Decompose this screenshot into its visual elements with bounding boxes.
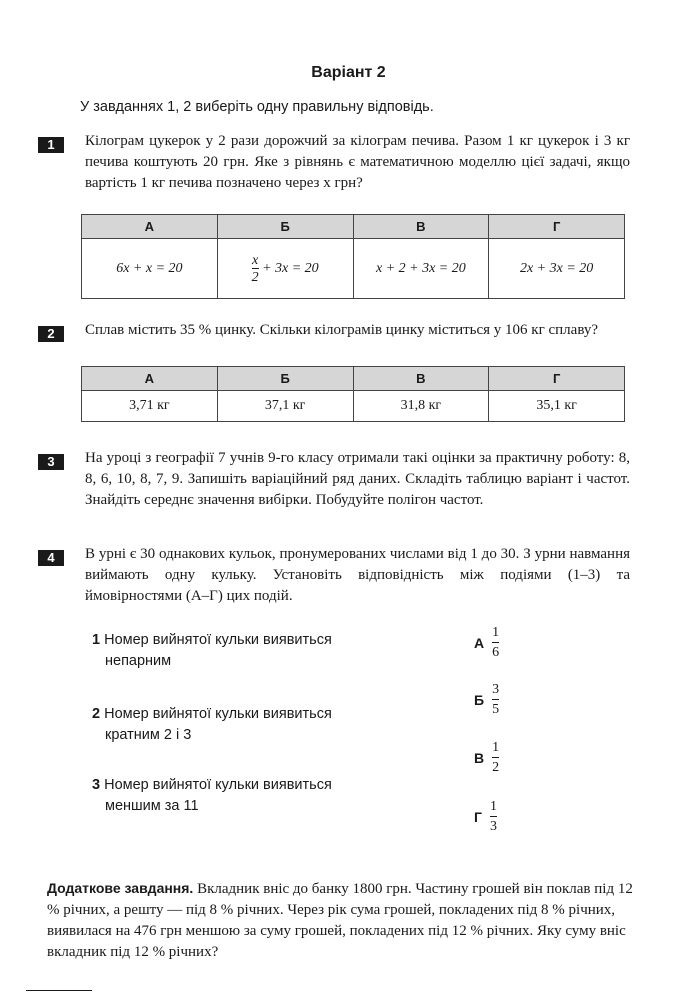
fraction-denominator: 6 [492,642,499,662]
option-g: 2x + 3x = 20 [489,239,625,299]
fraction-numerator: 1 [489,799,497,814]
option-b-fraction [252,253,259,285]
footnote-rule [26,990,92,991]
probability-b [474,681,499,719]
event-2 [92,704,392,746]
probability-fraction [492,739,499,777]
option-b: 37,1 кг [217,391,353,422]
probability-letter: Б [474,692,485,708]
header-g: Г [489,367,625,391]
task-4-text: В урні є 30 однакових кульок, пронумерованих числами від 1 до 30. З урни навмання виймають одну кульку. Установіть відповідність між подіями (1–3) та ймовірностями (А–Г) цих подій. [85,546,630,604]
fraction-denominator: 2 [251,269,259,285]
option-g: 35,1 кг [489,391,625,422]
option-v: x + 2 + 3x = 20 [353,239,489,299]
event-line1: Номер вийнятої кульки виявиться [104,777,332,793]
task-1-text: Кілограм цукерок у 2 рази дорожчий за кілограм печива. Разом 1 кг цукерок і 3 кг печива коштують 20 грн. Яке з рівнянь є математичною моделлю цієї задачі, якщо вартість 1 кг печива позначено через x грн? [85,133,630,191]
probability-v [474,739,499,777]
probability-letter: Г [474,809,482,825]
task-3-text: На уроці з географії 7 учнів 9-го класу отримали такі оцінки за практичну роботу: 8, 8, 6, 10, 8, 7, 9. Запишіть варіаційний ряд даних. Складіть таблицю варіант і частот. Знайдіть середнє значення вибірки. Побудуйте полігон частот. [85,450,630,508]
probability-fraction [490,798,497,836]
option-a: 6x + x = 20 [82,239,218,299]
event-line2: непарним [105,653,172,669]
task-2-number: 2 [38,326,64,342]
fraction-numerator: x [251,252,259,268]
task-3-number: 3 [38,454,64,470]
header-v: В [353,215,489,239]
header-g: Г [489,215,625,239]
header-a: А [82,215,218,239]
extra-task-text: Вкладник вніс до банку 1800 грн. Частину грошей він поклав під 12 % річних, а решту — під 8 % річних. Через рік сума грошей, покладених під 8 % річних, виявилася на 476 грн меншою за суму грошей, покладених під 12 % річних. Яку суму вніс вкладник під 12 % річних? [47,881,633,960]
option-b [217,239,353,299]
header-b: Б [217,367,353,391]
extra-task-label: Додаткове завдання. [47,880,194,896]
task-4-number: 4 [38,550,64,566]
event-1 [92,630,392,672]
task-1-answer-table [81,214,625,299]
fraction-numerator: 1 [492,740,500,755]
option-v: 31,8 кг [353,391,489,422]
fraction-denominator: 2 [492,757,499,777]
fraction-numerator: 3 [492,682,500,697]
page-title: Варіант 2 [311,64,386,81]
probability-letter: А [474,635,485,651]
extra-task [47,878,637,963]
fraction-denominator: 3 [490,816,497,836]
event-number: 1 [92,632,101,648]
task-2-answer-table [81,366,625,422]
probability-letter: В [474,750,485,766]
event-line2: кратним 2 і 3 [105,727,192,743]
header-a: А [82,367,218,391]
probability-fraction [492,624,499,662]
task-1-number: 1 [38,137,64,153]
header-b: Б [217,215,353,239]
probability-g [474,798,497,836]
event-line1: Номер вийнятої кульки виявиться [104,632,332,648]
event-line2: меншим за 11 [105,798,199,814]
option-a: 3,71 кг [82,391,218,422]
header-v: В [353,367,489,391]
fraction-denominator: 5 [492,699,499,719]
event-number: 2 [92,706,101,722]
fraction-numerator: 1 [492,625,500,640]
task-2-text: Сплав містить 35 % цинку. Скільки кілограмів цинку міститься у 106 кг сплаву? [85,322,599,338]
instruction: У завданнях 1, 2 виберіть одну правильну відповідь. [80,99,434,115]
event-3 [92,775,392,817]
event-line1: Номер вийнятої кульки виявиться [104,706,332,722]
probability-a [474,624,499,662]
option-b-rest: + 3x = 20 [262,260,319,276]
event-number: 3 [92,777,101,793]
probability-fraction [492,681,499,719]
